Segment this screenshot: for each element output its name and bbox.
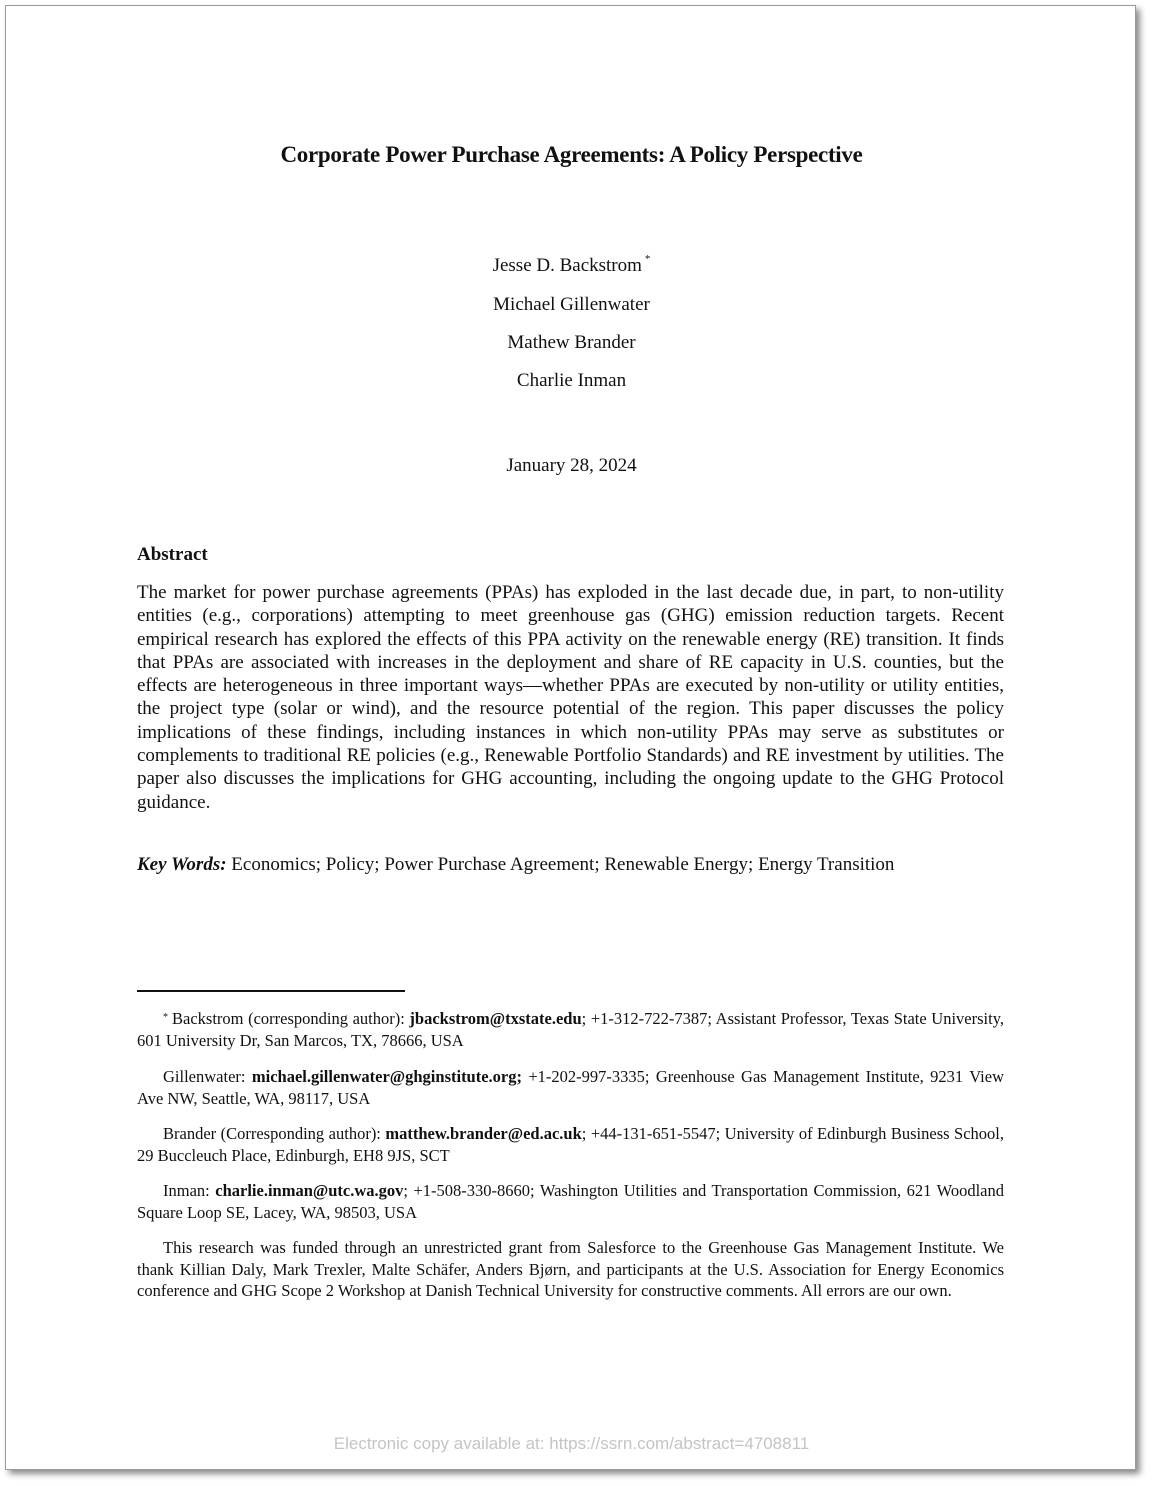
author-gillenwater <box>6 294 1137 316</box>
footnote-text: ; +1-508-330-8660; Washington Utilities and Transportation Commission, 621 Woodland Square Loop SE, Lacey, WA, 98503, USA <box>137 1181 1004 1222</box>
footnote-divider <box>137 990 405 992</box>
footnote-gillenwater <box>137 1066 1004 1109</box>
footnote-text: Backstrom (corresponding author): <box>172 1009 410 1028</box>
footnote-text: Brander (Corresponding author): <box>163 1124 386 1143</box>
email-inman: charlie.inman@utc.wa.gov <box>215 1181 404 1200</box>
author-name: Mathew Brander <box>507 332 636 353</box>
keywords-label: Key Words: <box>137 854 227 875</box>
paper-page <box>5 5 1136 1470</box>
author-inman <box>6 370 1137 392</box>
author-name: Charlie Inman <box>516 370 627 391</box>
abstract-text: The market for power purchase agreements (PPAs) has exploded in the last decade due, in part, to non-utility entities (e.g., corporations) attempting to meet greenhouse gas (GHG) emission reduction targets. Recent empirical research has explored the effects of this PPA activity on the renewable energy (RE) transition. It finds that PPAs are associated with increases in the deployment and share of RE capacity in U.S. counties, but the effects are heterogeneous in three important ways—whether PPAs are executed by non-utility or utility entities, the project type (solar or wind), and the resource potential of the region. This paper discusses the policy implications of these findings, including instances in which non-utility PPAs may serve as substitutes or complements to traditional RE policies (e.g., Renewable Portfolio Standards) and RE investment by utilities. The paper also discusses the implications for GHG accounting, including the ongoing update to the GHG Protocol guidance. <box>137 582 1004 813</box>
funding-acknowledgement: This research was funded through an unrestricted grant from Salesforce to the Greenhouse Gas Management Institute. We thank Killian Daly, Mark Trexler, Malte Schäfer, Anders Bjørn, and participants at the U.S. Association for Energy Economics conference and GHG Scope 2 Workshop at Danish Technical University for constructive comments. All errors are our own. <box>137 1238 1004 1300</box>
email-backstrom: jbackstrom@txstate.edu <box>409 1009 582 1028</box>
keywords <box>137 854 1004 876</box>
abstract-heading: Abstract <box>137 544 208 565</box>
footnote-inman <box>137 1180 1004 1223</box>
ssrn-watermark: Electronic copy available at: https://ssrn.com/abstract=4708811 <box>333 1434 810 1453</box>
author-backstrom <box>6 255 1137 277</box>
footnote-text: +1-202-997-3335; Greenhouse Gas Management Institute, 9231 View Ave NW, Seattle, WA, 98117, USA <box>137 1067 1005 1108</box>
email-gillenwater: michael.gillenwater@ghginstitute.org; <box>251 1067 522 1086</box>
keywords-list: Economics; Policy; Power Purchase Agreement; Renewable Energy; Energy Transition <box>231 854 895 875</box>
footnote-brander <box>137 1123 1004 1166</box>
corresponding-author-mark: * <box>644 253 651 265</box>
footnote-text: ; +1-312-722-7387; Assistant Professor, Texas State University, 601 University Dr, San Marcos, TX, 78666, USA <box>137 1009 1004 1050</box>
footnote-text: Inman: <box>163 1181 216 1200</box>
footnote-text: Gillenwater: <box>163 1067 252 1086</box>
author-name: Michael Gillenwater <box>493 294 650 315</box>
author-brander <box>6 332 1137 354</box>
footnote-backstrom <box>137 1008 1004 1051</box>
publication-date: January 28, 2024 <box>506 455 637 476</box>
footnote-text: ; +44-131-651-5547; University of Edinburgh Business School, 29 Buccleuch Place, Edinburgh, EH8 9JS, SCT <box>137 1124 1004 1165</box>
footnote-mark: * <box>163 1012 168 1023</box>
email-brander: matthew.brander@ed.ac.uk <box>385 1124 582 1143</box>
paper-title: Corporate Power Purchase Agreements: A Policy Perspective <box>280 142 863 167</box>
author-name: Jesse D. Backstrom <box>492 255 642 276</box>
